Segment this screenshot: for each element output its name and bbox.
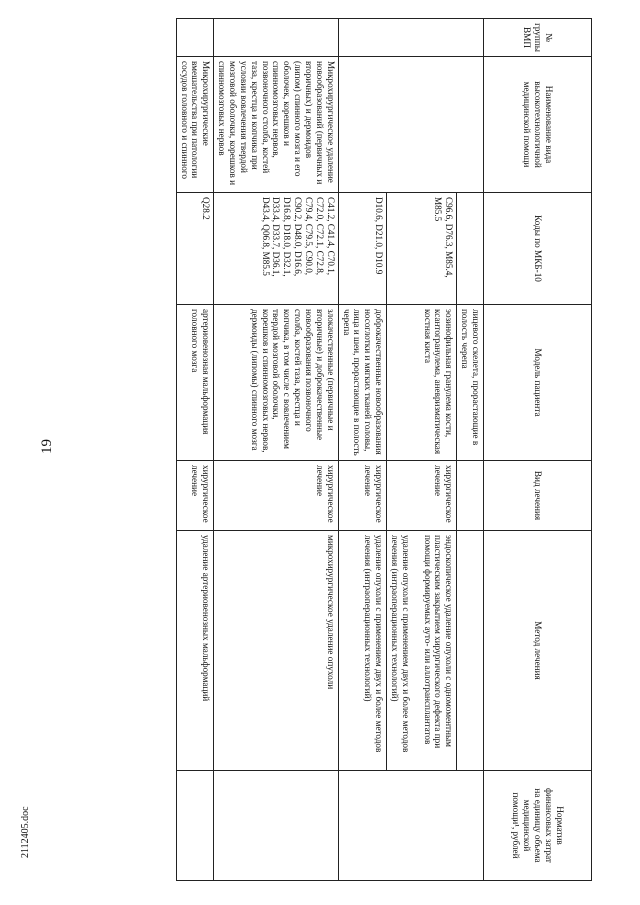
cell-type: хирургическое лечение: [338, 461, 386, 531]
page-number: 19: [39, 439, 55, 454]
cell-name: Микрохирургическое удаление новообразований (первичных и вторичных) и дермоидов (липом) спинного мозга и его оболочек, корешков и спинномозговых нервов, позвоночного столба, костей таза, крестца и копчика при условии вовлечения твердой мозговой оболочки, корешков и спинномозговых нервов: [214, 57, 338, 193]
cell-num: [214, 19, 338, 57]
col-header-icd-codes: Коды по МКБ-10: [484, 193, 592, 305]
rotated-table-container: [122, 18, 592, 880]
vmp-table: [176, 18, 592, 881]
cell-model: злокачественные (первичные и вторичные) и доброкачественные новообразования позвоночного столба, костей таза, крестца и копчика, в том числе с вовлечением твердой мозговой оболочки, корешков и спинномозговых нервов, дермоиды (липомы) спинного мозга: [214, 305, 338, 461]
cell-name: [338, 57, 386, 193]
cell-method: эндоскопическое удаление опухоли с одномоментным пластическим закрытием хирургического дефекта при помощи формируемых ауто- или аллотрансплантатов удаление опухоли с применением двух и более методов лечения (интраоперационных технологий): [387, 531, 457, 771]
cell-codes: C96.6, D76.3, M85.4, M85.5: [387, 193, 457, 305]
col-header-vmp-name: Наименование вида высокотехнологичной медицинской помощи: [484, 57, 592, 193]
cell-name: [457, 57, 484, 193]
cell-method: [457, 531, 484, 771]
cell-num: [338, 19, 386, 57]
table-row: [338, 19, 386, 881]
cell-model: артериовенозная мальформация головного мозга: [176, 305, 214, 461]
cell-method: удаление опухоли с применением двух и более методов лечения (интраоперационных технологий): [338, 531, 386, 771]
cell-method: удаление артериовенозных мальформаций: [176, 531, 214, 771]
cell-name: [387, 57, 457, 193]
cell-codes: D10.6, D21.0, D10.9: [338, 193, 386, 305]
cell-model: лицевого скелета, прорастающие в полость черепа: [457, 305, 484, 461]
cell-num: [457, 19, 484, 57]
document-code-text: 2112405.doc: [20, 806, 31, 858]
cell-codes: [457, 193, 484, 305]
cell-type: хирургическое лечение: [387, 461, 457, 531]
col-header-group-number: № группы ВМП: [484, 19, 592, 57]
cell-num: [387, 19, 457, 57]
col-header-cost-norm: Норматив финансовых затрат на единицу объема медицинской помощи¹, рублей: [484, 771, 592, 881]
cell-type: хирургическое лечение: [176, 461, 214, 531]
col-header-patient-model: Модель пациента: [484, 305, 592, 461]
cell-type: хирургическое лечение: [214, 461, 338, 531]
cell-cost: [387, 771, 457, 881]
table-row: [214, 19, 338, 881]
cell-num: [176, 19, 214, 57]
cell-method: микрохирургическое удаление опухоли: [214, 531, 338, 771]
cell-model: доброкачественные новообразования носоглотки и мягких тканей головы, лица и шеи, прорастающие в полость черепа: [338, 305, 386, 461]
cell-model: эозинофильная гранулема кости, ксантогранулема, аневризматическая костная киста: [387, 305, 457, 461]
table-row: [457, 19, 484, 881]
cell-cost: [214, 771, 338, 881]
cell-cost: [176, 771, 214, 881]
cell-cost: [338, 771, 386, 881]
cell-name: Микрохирургические вмешательства при патологии сосудов головного и спинного: [176, 57, 214, 193]
col-header-treatment-method: Метод лечения: [484, 531, 592, 771]
cell-cost: [457, 771, 484, 881]
header-row: [484, 19, 592, 881]
table-row: [387, 19, 457, 881]
cell-codes: Q28.2: [176, 193, 214, 305]
table-row: [176, 19, 214, 881]
cell-type: [457, 461, 484, 531]
cell-codes: C41.2, C41.4, C70.1, C72.0, C72.1, C72.8, C79.4, C79.5, C90.0, C90.2, D48.0, D16.6, D16.8, D18.0, D32.1, D33.4, D33.7, D36.1, D43.4, Q06.8, M85.5: [214, 193, 338, 305]
col-header-treatment-type: Вид лечения: [484, 461, 592, 531]
